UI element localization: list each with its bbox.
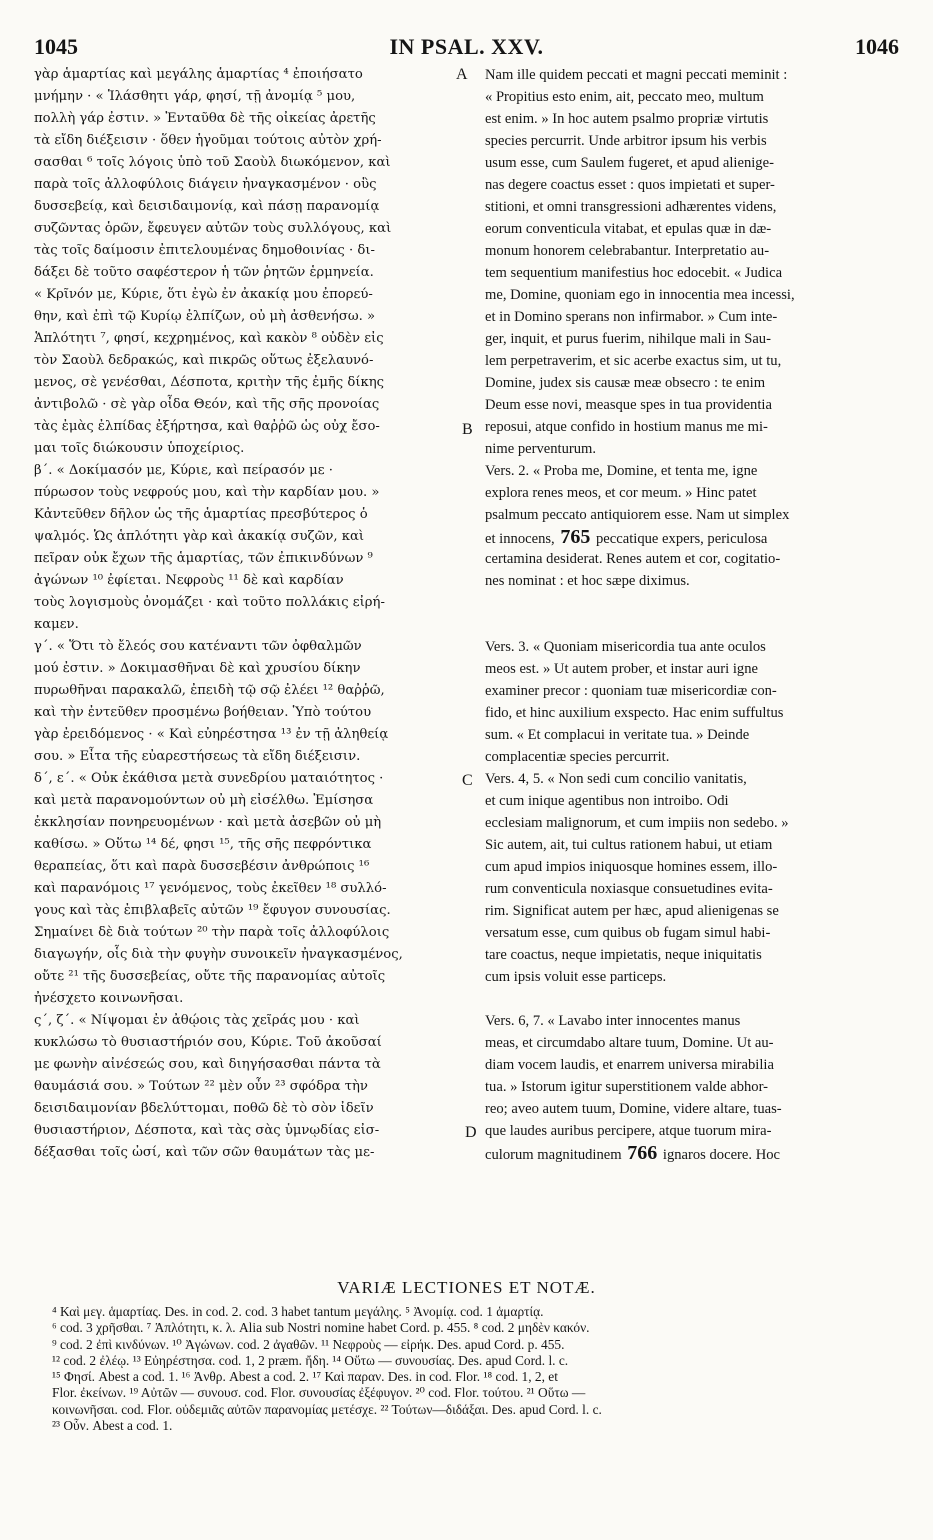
latin-line: Nam ille quidem peccati et magni peccati meminit :	[485, 67, 788, 83]
greek-line: δάξει δὲ τοῦτο σαφέστερον ἡ τῶν ῥητῶν ἑρμηνεία.	[34, 265, 374, 280]
running-head: IN PSAL. XXV.	[389, 34, 544, 59]
greek-line: πυρωθῆναι παρακαλῶ, ἐπειδὴ τῷ σῷ ἐλέει ¹² θαῤῥῶ,	[34, 683, 385, 698]
greek-line: θαυμάσιά σου. » Τούτων ²² μὲν οὖν ²³ σφόδρα τὴν	[34, 1079, 368, 1094]
latin-line: nes nominat : et hoc sæpe diximus.	[485, 573, 690, 589]
latin-line: eorum conventicula vitabat, et epulas quæ in dæ-	[485, 221, 772, 237]
latin-line: ger, inquit, et purus fuerim, nihilque mali in Sau-	[485, 331, 771, 347]
latin-line: Vers. 6, 7. « Lavabo inter innocentes manus	[485, 1013, 741, 1029]
latin-line: cum ipsis voluit esse particeps.	[485, 969, 667, 985]
greek-line: τὰ εἴδη διέξεισιν · ὅθεν ἡγοῦμαι τούτοις αὐτὸν χρή-	[34, 133, 382, 148]
greek-column	[34, 64, 464, 1164]
latin-line: sum. « Et complacui in veritate tua. » Deinde	[485, 727, 750, 743]
note-line: ⁹ cod. 2 ἐπὶ κινδύνων. ¹⁰ Ἀγώνων. cod. 2 ἀγαθῶν. ¹¹ Νεφροὺς — εἰρήκ. Des. apud Cord. p. 455.	[52, 1336, 565, 1352]
latin-line: reposui, atque confido in hostium manus me mi-	[485, 419, 768, 435]
greek-line: πύρωσον τοὺς νεφρούς μου, καὶ τὴν καρδίαν μου. »	[34, 485, 380, 500]
greek-line: γους καὶ τὰς ἐπιβλαβεῖς αὐτῶν ¹⁹ ἔφυγον συνουσίας.	[34, 903, 391, 918]
latin-line: certamina desiderat. Renes autem et cor, cogitatio-	[485, 551, 781, 567]
greek-line: κυκλώσω τὸ θυσιαστήριόν σου, Κύριε. Τοῦ ἀκοῦσαί	[34, 1035, 382, 1050]
greek-line: μνήμην · « Ἱλάσθητι γάρ, φησί, τῇ ἀνομίᾳ ⁵ μου,	[34, 89, 356, 104]
note-line: ¹⁵ Φησί. Abest a cod. 1. ¹⁶ Ἀνθρ. Abest a cod. 2. ¹⁷ Καὶ παραν. Des. in cod. Flor. ¹⁸ cod. 1, 2, et	[52, 1369, 558, 1385]
latin-line: Sic autem, ait, tui cultus rationem habui, ut etiam	[485, 837, 773, 853]
latin-line: et cum inique agentibus non introibo. Odi	[485, 793, 729, 809]
notes-block	[52, 1304, 904, 1434]
margin-letter-a: A	[456, 66, 468, 83]
latin-line: Domine, judex sis causæ meæ obsecro : te enim	[485, 375, 766, 391]
greek-line: δέξασθαι τοῖς ὠσί, καὶ τῶν σῶν θαυμάτων τὰς με-	[34, 1145, 375, 1160]
greek-line: πεῖραν οὐκ ἔχων τῆς ἁμαρτίας, τῶν ἐπικινδύνων ⁹	[34, 551, 373, 566]
greek-line: διαγωγήν, οἷς διὰ τὴν φυγὴν συνοικεῖν ἠναγκασμένος,	[34, 947, 403, 962]
greek-line: καμεν.	[34, 617, 79, 632]
latin-line: lem perpetraverim, et sic acerbe exactus sim, ut tu,	[485, 353, 782, 369]
greek-line: θην, καὶ ἐπὶ τῷ Κυρίῳ ἐλπίζων, οὐ μὴ ἀσθενήσω. »	[34, 309, 376, 324]
latin-line: meos est. » Ut autem prober, et instar auri igne	[485, 661, 758, 677]
greek-line: σασθαι ⁶ τοῖς λόγοις ὑπὸ τοῦ Σαοὺλ διωκόμενον, καὶ	[34, 155, 391, 170]
greek-line: καὶ παρανόμοις ¹⁷ γενόμενος, τοὺς ἐκεῖθεν ¹⁸ συλλό-	[34, 881, 387, 896]
latin-line-continuation: peccatique expers, periculosa	[592, 531, 768, 547]
latin-line: complacentiæ species percurrit.	[485, 749, 670, 765]
latin-line: reo; aveo autem tuum, Domine, videre altare, tuas-	[485, 1101, 782, 1117]
latin-line-continuation: ignaros docere. Hoc	[659, 1147, 781, 1163]
note-line: ⁴ Καὶ μεγ. ἁμαρτίας. Des. in cod. 2. cod. 3 habet tantum μεγάλης. ⁵ Ἀνομίᾳ. cod. 1 ἁμαρτίᾳ.	[52, 1304, 544, 1319]
latin-line: Vers. 4, 5. « Non sedi cum concilio vanitatis,	[485, 771, 747, 787]
latin-line: explora renes meos, et cor meum. » Hinc patet	[485, 485, 757, 501]
greek-line: οὔτε ²¹ τῆς δυσσεβείας, οὔτε τῆς παρανομίας αὐτοῖς	[34, 969, 386, 984]
page-number-left: 1045	[34, 34, 78, 59]
margin-letter-c: C	[462, 772, 473, 789]
greek-line: τὰς ἐμὰς ἐλπίδας ἐξήρτησα, καὶ θαῤῥῶ ὡς οὐχ ἔσο-	[34, 419, 380, 434]
latin-line: rum conventicula noxiasque consuetudines evita-	[485, 881, 773, 897]
latin-line: versatum esse, cum quibus ob fugam simul habi-	[485, 925, 771, 941]
greek-line: γ΄. « Ὅτι τὸ ἔλεός σου κατέναντι τῶν ὀφθαλμῶν	[34, 639, 362, 654]
greek-line: δυσσεβείᾳ, καὶ δεισιδαιμονίᾳ, καὶ πάσῃ παρανομίᾳ	[34, 199, 380, 214]
latin-line: meas, et circumdabo altare tuum, Domine. Ut au-	[485, 1035, 774, 1051]
latin-line: est enim. » In hoc autem psalmo propriæ virtutis	[485, 111, 769, 127]
greek-line: γὰρ ἁμαρτίας καὶ μεγάλης ἁμαρτίας ⁴ ἐποιήσατο	[34, 67, 363, 82]
greek-line: μού ἐστιν. » Δοκιμασθῆναι δὲ καὶ χρυσίου δίκην	[34, 661, 361, 676]
latin-line: Deum esse novi, measque spes in tua providentia	[485, 397, 772, 413]
latin-line	[485, 614, 897, 636]
greek-line: « Κρῖνόν με, Κύριε, ὅτι ἐγὼ ἐν ἀκακίᾳ μου ἐπορεύ-	[34, 287, 373, 302]
greek-line: παρὰ τοῖς ἀλλοφύλοις διάγειν ἠναγκασμένον · οὓς	[34, 177, 377, 192]
latin-line: que laudes auribus percipere, atque tuorum mira-	[485, 1123, 772, 1139]
latin-line: et innocens, 765 peccatique expers, periculosa	[485, 526, 768, 548]
page-number-right: 1046	[855, 34, 899, 59]
greek-line: Ἁπλότητι ⁷, φησί, κεχρημένος, καὶ κακὸν ⁸ οὐδὲν εἰς	[34, 331, 384, 346]
greek-line: μαι τοῖς διώκουσιν ὑποχείριος.	[34, 441, 245, 456]
latin-line: cum apud impios iniquosque homines essem, illo-	[485, 859, 778, 875]
latin-line: Vers. 3. « Quoniam misericordia tua ante oculos	[485, 639, 766, 655]
notes-title: VARIÆ LECTIONES ET NOTÆ.	[337, 1278, 596, 1297]
latin-column	[485, 64, 897, 1164]
greek-line: καὶ τὴν ἐντεῦθεν προσμένω βοήθειαν. Ὑπὸ τούτου	[34, 705, 372, 720]
latin-line: et in Domino sperans non infirmabor. » Cum inte-	[485, 309, 778, 325]
greek-line: Σημαίνει δὲ διὰ τούτων ²⁰ τὴν παρὰ τοῖς ἀλλοφύλοις	[34, 925, 390, 940]
margin-letter-d: D	[465, 1124, 477, 1141]
latin-line: culorum magnitudinem 766 ignaros docere. Hoc	[485, 1142, 781, 1164]
latin-line: usum esse, cum Saulem fugeret, et apud alienige-	[485, 155, 774, 171]
latin-line: stitioni, et omni transgressioni adhærentes videns,	[485, 199, 777, 215]
greek-line: τὸν Σαοὺλ δεδρακώς, καὶ πικρῶς οὕτως ἐξελαυνό-	[34, 353, 374, 368]
margin-letter-b: B	[462, 421, 473, 438]
greek-line: ἠνέσχετο κοινωνῆσαι.	[34, 991, 184, 1006]
greek-line: ς΄, ζ΄. « Νίψομαι ἐν ἀθῴοις τὰς χεῖράς μου · καὶ	[34, 1013, 360, 1028]
greek-line: καθίσω. » Οὕτω ¹⁴ δέ, φησι ¹⁵, τῆς σῆς πεφρόντικα	[34, 837, 372, 852]
greek-line: ἀντιβολῶ · σὲ γὰρ οἶδα Θεόν, καὶ τῆς σῆς προνοίας	[34, 397, 380, 412]
greek-line: γὰρ ἐρειδόμενος · « Καὶ εὐηρέστησα ¹³ ἐν τῇ ἀληθείᾳ	[34, 727, 389, 742]
latin-line: tua. » Istorum igitur superstitionem valde abhor-	[485, 1079, 769, 1095]
greek-line: τοὺς λογισμοὺς ὀνομάζει · καὶ τοῦτο πολλάκις εἰρή-	[34, 595, 385, 610]
greek-line: ἐκκλησίαν πονηρευομένων · καὶ μετὰ ἀσεβῶν οὐ μὴ	[34, 815, 382, 830]
greek-line: ψαλμός. Ὡς ἁπλότητι γὰρ καὶ ἀκακίᾳ συζῶν, καὶ	[34, 529, 365, 544]
latin-line: nas degere coactus esset : quos impietati et super-	[485, 177, 775, 193]
latin-line: psalmum peccato antiquiorem esse. Nam ut simplex	[485, 507, 790, 523]
note-line: Flor. ἐκείνων. ¹⁹ Αὐτῶν — συνουσ. cod. Flor. συνουσίας ἐξέφυγον. ²⁰ cod. Flor. τούτου. ²¹ Οὕτω —	[52, 1385, 586, 1401]
greek-line: καὶ μετὰ παρανομούντων οὐ μὴ εἰσέλθω. Ἐμίσησα	[34, 793, 374, 808]
latin-line: « Propitius esto enim, ait, peccato meo, multum	[485, 89, 764, 105]
greek-line: πολλὴ γάρ ἐστιν. » Ἐνταῦθα δὲ τῆς οἰκείας ἀρετῆς	[34, 111, 376, 126]
latin-line: tare coactus, neque impietatis, neque iniquitatis	[485, 947, 762, 963]
greek-line: ἀγώνων ¹⁰ ἐφίεται. Νεφροὺς ¹¹ δὲ καὶ καρδίαν	[34, 573, 344, 588]
note-line: ⁶ cod. 3 χρῆσθαι. ⁷ Ἁπλότητι, κ. λ. Alia sub Nostri nomine habet Cord. p. 455. ⁸ cod. 2 μηδὲν κακόν.	[52, 1320, 590, 1336]
column-number-765: 765	[560, 526, 591, 548]
latin-line: rim. Significat autem per hæc, apud alienigenas se	[485, 903, 779, 919]
greek-line: Κἀντεῦθεν δῆλον ὡς τῆς ἁμαρτίας πρεσβύτερος ὁ	[34, 507, 368, 522]
greek-line: δ΄, ε΄. « Οὐκ ἐκάθισα μετὰ συνεδρίου ματαιότητος ·	[34, 771, 384, 786]
greek-line: συζῶντας ὁρῶν, ἔφευγεν αὐτῶν τοὺς συλλόγους, καὶ	[34, 221, 392, 236]
greek-line: θυσιαστήριον, Δέσποτα, καὶ τὰς σὰς ὑμνῳδίας εἰσ-	[34, 1123, 380, 1138]
greek-line: τὰς τοῖς δαίμοσιν ἐπιτελουμένας δημοθοινίας · δι-	[34, 243, 375, 258]
note-line: ¹² cod. 2 ἐλέῳ. ¹³ Εὐηρέστησα. cod. 1, 2 præm. ἤδη. ¹⁴ Οὕτω — συνουσίας. Des. apud Cord. l. c.	[52, 1352, 569, 1368]
latin-line	[485, 592, 897, 614]
latin-line: ecclesiam malignorum, et cum impiis non sedebo. »	[485, 815, 789, 831]
column-number-766: 766	[627, 1142, 658, 1164]
latin-line: examiner precor : quoniam tuæ misericordiæ con-	[485, 683, 777, 699]
greek-line: δεισιδαιμονίαν βδελύττομαι, ποθῶ δὲ τὸ σὸν ἰδεῖν	[34, 1101, 374, 1116]
greek-line: με φωνὴν αἰνέσεώς σου, καὶ διηγήσασθαι πάντα τὰ	[34, 1057, 381, 1072]
greek-line: μενος, σὲ γενέσθαι, Δέσποτα, κριτὴν τῆς ἐμῆς δίκης	[34, 375, 385, 390]
greek-line: β΄. « Δοκίμασόν με, Κύριε, καὶ πείρασόν με ·	[34, 463, 333, 478]
latin-line: Vers. 2. « Proba me, Domine, et tenta me, igne	[485, 463, 758, 479]
note-line: κοινωνῆσαι. cod. Flor. οὐδεμιᾶς αὐτῶν παρανομίας μετέσχε. ²² Τούτων—διδάξαι. Des. apud Cord. l. c.	[52, 1401, 602, 1417]
latin-line: tem sequentium manifestius hoc edocebit. « Judica	[485, 265, 783, 281]
greek-line: θεραπείας, ὅτι καὶ παρὰ δυσσεβέσιν ἀνθρώποις ¹⁶	[34, 859, 370, 874]
greek-line: σου. » Εἶτα τῆς εὐαρεστήσεως τὰ εἴδη διέξεισιν.	[34, 749, 361, 764]
latin-line: nime perventurum.	[485, 441, 597, 457]
latin-line: fido, et hinc auxilium exspecto. Hac enim suffultus	[485, 705, 784, 721]
latin-line: diam vocem laudis, et enarrem universa mirabilia	[485, 1057, 774, 1073]
note-line: ²³ Οὖν. Abest a cod. 1.	[52, 1418, 173, 1434]
latin-line	[485, 988, 897, 1010]
latin-line: monum honorem celebrabantur. Interpretatio au-	[485, 243, 770, 259]
latin-line: species percurrit. Unde arbitror ipsum his verbis	[485, 133, 767, 149]
latin-line: me, Domine, quoniam ego in innocentia mea incessi,	[485, 287, 795, 303]
